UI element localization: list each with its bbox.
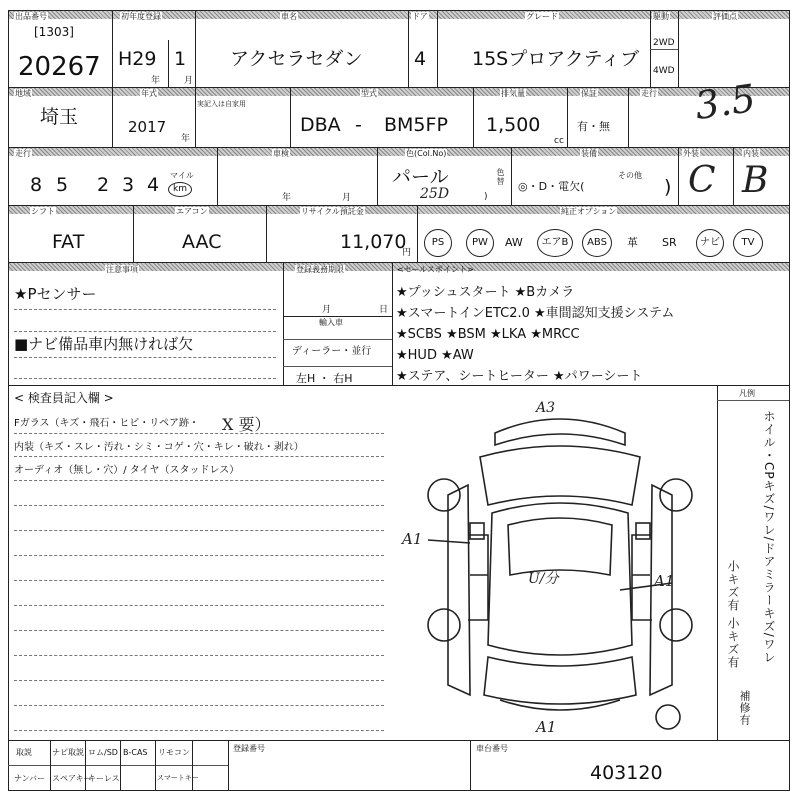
color-code: 25D — [420, 186, 450, 202]
grade-label: グレード — [526, 12, 558, 21]
sale-point-4: ★HUD ★AW — [396, 348, 474, 363]
score-label: 評価点 — [713, 12, 737, 21]
reg-era: H29 — [118, 48, 157, 70]
mileage-digit-3: 2 — [97, 174, 110, 196]
model-dash: - — [355, 114, 362, 136]
vehicle-inspection-label: 車検 — [273, 149, 289, 158]
inspector-audio: オーディオ（無し・穴）/ タイヤ（スタッドレス） — [14, 465, 240, 476]
region-value: 埼玉 — [40, 106, 79, 128]
drive-4wd: 4WD — [653, 66, 675, 76]
equip-label: 装備 — [581, 149, 597, 158]
mileage-unit-mile: マイル — [170, 171, 194, 180]
registration-day: 日 — [379, 305, 389, 315]
mileage-digit-4: 3 — [122, 174, 135, 196]
footer-rom-sd: ロム/SD — [88, 748, 118, 757]
import-dealer: ディーラー・並行 — [292, 346, 372, 357]
doors-value: 4 — [414, 48, 427, 70]
car-name-label: 車名 — [281, 12, 297, 21]
mileage-digit-2: 5 — [56, 174, 69, 196]
region-label: 地域 — [15, 89, 31, 98]
model-year-value: 2017 — [128, 118, 167, 136]
inspector-title: < 検査員記入欄 > — [14, 391, 114, 405]
lot-number: 20267 — [18, 52, 101, 82]
notes-label: 注意事項 — [106, 265, 138, 274]
recycle-value: 11,070 — [340, 231, 407, 253]
footer-manual: 取説 — [16, 748, 32, 757]
inspection-month-unit: 月 — [342, 193, 352, 203]
model-year-note: 実記入は自家用 — [197, 100, 246, 108]
color-name: パール — [392, 166, 449, 188]
equip-close: ) — [664, 176, 672, 198]
footer-navi-manual: ナビ取説 — [52, 748, 84, 757]
footer-reg-no-label: 登録番号 — [233, 744, 265, 753]
displacement-unit: cc — [554, 136, 564, 146]
footer-smart-key: スマートキー — [157, 774, 199, 782]
first-reg-label: 初年度登録 — [121, 12, 161, 21]
footer-spare-key: スペアキー — [52, 774, 92, 783]
diagram-mark-a3: A3 — [536, 400, 556, 416]
mileage-digit-1: 8 — [30, 174, 43, 196]
doors-label: ドア — [412, 12, 428, 21]
drive-label: 駆動 — [653, 12, 669, 21]
sale-point-3: ★SCBS ★BSM ★LKA ★MRCC — [396, 327, 580, 342]
options-label: 純正オプション — [561, 207, 617, 216]
mileage-row-label: 走行 — [15, 149, 31, 158]
import-handle: 左H ・ 右H — [296, 372, 353, 385]
legend-text: ホイル・CPキズ/ワレ/ドアミラーキズ/ワレ — [762, 410, 776, 664]
car-damage-diagram — [410, 395, 710, 735]
model-year-unit: 年 — [181, 134, 191, 144]
interior-score: B — [742, 160, 769, 201]
aircon-label: エアコン — [176, 207, 208, 216]
exterior-label: 外装 — [683, 149, 699, 158]
footer-chassis-number: 403120 — [590, 762, 663, 784]
sale-point-1: ★プッシュスタート ★Bカメラ — [396, 285, 575, 300]
diagram-mark-a1-left: A1 — [402, 530, 423, 548]
warranty-label: 保証 — [581, 89, 597, 98]
aircon-value: AAC — [182, 231, 222, 253]
footer-plate: ナンバー — [14, 774, 46, 783]
legend-repair: 補修有 — [738, 690, 751, 726]
shift-value: FAT — [52, 231, 85, 253]
model-prefix: DBA — [300, 114, 341, 136]
inspection-year-unit: 年 — [282, 193, 292, 203]
option-aw: AW — [505, 236, 523, 249]
equip-text: ◎・D・電欠( — [518, 180, 585, 193]
inspector-interior: 内装（キズ・スレ・汚れ・シミ・コゲ・穴・キレ・破れ・剥れ） — [14, 442, 304, 453]
shift-label: シフト — [31, 207, 55, 216]
displacement-value: 1,500 — [486, 114, 541, 136]
diagram-mark-a1-bottom: A1 — [536, 718, 557, 736]
recycle-label: リサイクル預託金 — [301, 207, 364, 216]
footer-remote: リモコン — [158, 748, 190, 757]
drive-2wd: 2WD — [653, 38, 675, 48]
footer-keyless: キーレス — [88, 774, 120, 783]
reg-year-unit: 年 — [151, 76, 161, 86]
sale-point-2: ★スマートインETC2.0 ★車間認知支援システム — [396, 306, 675, 321]
inspector-glass: Fガラス（キズ・飛石・ヒビ・リペア跡・ — [14, 418, 200, 429]
sale-point-5: ★ステア、シートヒーター ★パワーシート — [396, 369, 643, 384]
reg-month-unit: 月 — [184, 76, 194, 86]
grade-value: 15Sプロアクティブ — [472, 48, 640, 70]
option-abs: ABS — [582, 229, 612, 257]
note-2: ■ナビ備品車内無ければ欠 — [14, 335, 194, 353]
sale-points-label: <セールスポイント> — [397, 265, 474, 274]
option-tv: TV — [733, 229, 763, 257]
diagram-mark-a1-right: A1 — [654, 572, 675, 590]
car-name: アクセラセダン — [230, 48, 363, 70]
overall-score: 3.5 — [692, 76, 759, 128]
diagram-center-mark: U/分 — [528, 571, 559, 587]
model-type-label: 型式 — [361, 89, 377, 98]
equip-other: その他 — [618, 171, 642, 180]
exterior-score: C — [688, 160, 716, 201]
option-ps: PS — [424, 229, 452, 257]
paint-label: 色替 — [496, 168, 505, 186]
option-sr: SR — [662, 236, 677, 249]
mileage-digit-5: 4 — [147, 174, 160, 196]
option-airbag: エアB — [537, 229, 573, 257]
model-year-label: 年式 — [141, 89, 157, 98]
option-leather: 革 — [627, 236, 638, 249]
color-close: ) — [484, 192, 488, 202]
color-label: 色(Col.No) — [406, 149, 447, 158]
import-label: 輸入車 — [319, 318, 343, 327]
lot-code: [1303] — [34, 25, 74, 39]
option-navi: ナビ — [696, 229, 724, 257]
option-pw: PW — [466, 229, 494, 257]
lot-label: 出品番号 — [15, 12, 47, 21]
mileage-unit-km: km — [168, 182, 192, 197]
model-code: BM5FP — [384, 114, 448, 136]
recycle-unit: 円 — [402, 248, 412, 258]
mileage-label: 走行 — [641, 89, 657, 98]
legend-label: 凡例 — [739, 389, 755, 398]
inspector-glass-mark: X 要） — [222, 415, 271, 434]
note-1: ★Pセンサー — [14, 285, 97, 303]
warranty-value: 有・無 — [577, 120, 610, 133]
footer-bcas: B-CAS — [123, 748, 148, 757]
footer-chassis-label: 車台番号 — [476, 744, 508, 753]
legend-hand-note: 小キズ有 小キズ有 — [726, 560, 740, 669]
interior-label: 内装 — [743, 149, 759, 158]
reg-month: 1 — [174, 48, 187, 70]
registration-month: 月 — [322, 305, 332, 315]
registration-label: 登録義務期限 — [296, 265, 344, 274]
displacement-label: 排気量 — [501, 89, 525, 98]
